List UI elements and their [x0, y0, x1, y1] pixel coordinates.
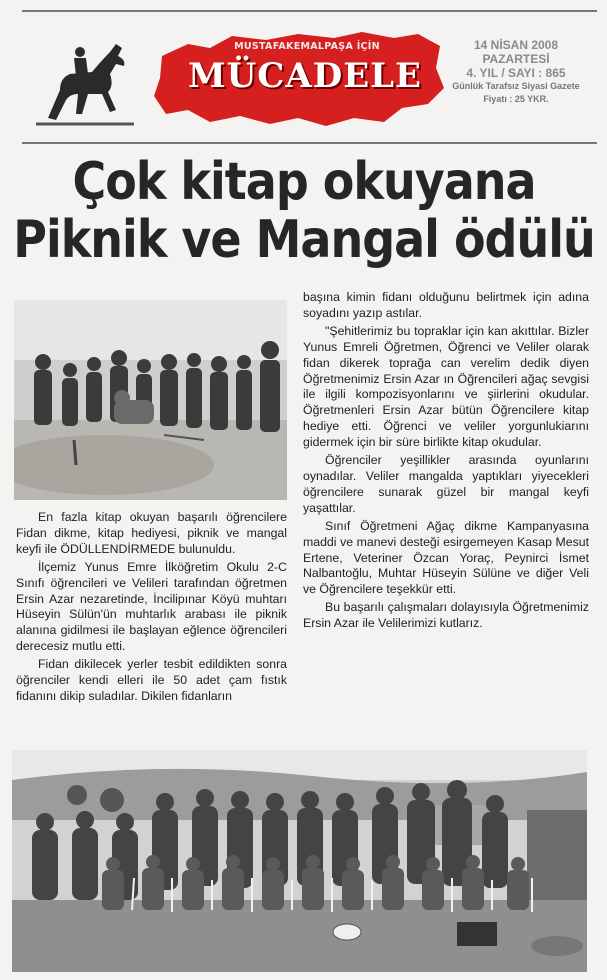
article-paragraph: En fazla kitap okuyan başarılı öğrencilere Fidan dikme, kitap hediyesi, piknik ve mangal keyfi ile ÖDÜLLENDİRMEDE bulunuldu. [16, 510, 287, 556]
group-photo [12, 750, 587, 972]
headline-line-1: Çok kitap okuyana [72, 150, 536, 212]
issue-date: 14 NİSAN 2008 [473, 38, 559, 52]
newspaper-name: MÜCADELE [188, 56, 422, 96]
article-paragraph: Bu başarılı çalışmaları dolayısıyla Öğretmenimiz Ersin Azar ile Velilerimizi kutlarız. [303, 600, 589, 631]
article-paragraph: Fidan dikilecek yerler tesbit edildikten sonra öğrenciler kendi elleri ile 50 adet çam fıstık fidanını dikip suladılar. Dikilen fidanların [16, 657, 287, 703]
issue-number: 4. YIL / SAYI : 865 [466, 66, 566, 80]
article-headline [8, 152, 600, 268]
issue-info [446, 38, 586, 106]
paper-tagline: Günlük Tarafsız Siyasi Gazete [452, 81, 580, 91]
article-column-left [16, 510, 287, 705]
article-paragraph: başına kimin fidanı olduğunu belirtmek için adına soyadını yazıp astılar. [303, 290, 589, 320]
article-column-right [303, 290, 589, 632]
issue-weekday: PAZARTESİ [482, 52, 550, 66]
article-paragraph: "Şehitlerimiz bu topraklar için kan akıttılar. Bizler Yunus Emreli Öğretmen, Öğrenci ve Veliler olarak fidan dikerek toprağa can verelim dedik diyen Öğretmenimiz Ersin Azar ın Öğrencileri ağaç sevgisi ile ilgili kompozisyonlarını ve şiirlerini okudular. Öğretmenleri Ersin Azar bütün Öğrencilere kitap hediye etti. Öğrenci ve veliler yorgunlukiarını gidermek için bir süre birlikte kitap okudular. [303, 323, 589, 450]
article-paragraph: İlçemiz Yunus Emre İlköğretim Okulu 2-C Sınıfı öğrencileri ve Velileri tarafından öğretmen Ersin Azar nezaretinde, İncilipınar Köyü muhtarı Hüseyin Sülün'ün muhtarlık arabası ile piknik alanına gidilmesi ile başlayan eğlence öğrencileri derecesiz mutlu etti. [16, 559, 287, 654]
equestrian-statue-logo [30, 30, 140, 130]
masthead-pretitle: MUSTAFAKEMALPAŞA İÇİN [234, 41, 380, 52]
article-paragraph: Sınıf Öğretmeni Ağaç dikme Kampanyasına maddi ve manevi desteği esirgemeyen Kasap Mesut Ertene, Veteriner Özcan Yoraç, Peynirci İsmet Nalbantoğlu, Muhtar Hüseyin Sülüne ve diğer Veli ve Öğrencilere teşekkür etti. [303, 518, 589, 597]
tree-planting-photo [14, 300, 287, 500]
paper-price: Fiyatı : 25 YKR. [483, 94, 549, 104]
headline-line-2: Piknik ve Mangal ödülü [13, 208, 595, 270]
article-paragraph: Öğrenciler yeşillikler arasında oyunlarını oynadılar. Veliler mangalda yaptıkları yiyecekleri öğrencilere sunarak güzel bir mangal keyfi yaşattılar. [303, 453, 589, 515]
